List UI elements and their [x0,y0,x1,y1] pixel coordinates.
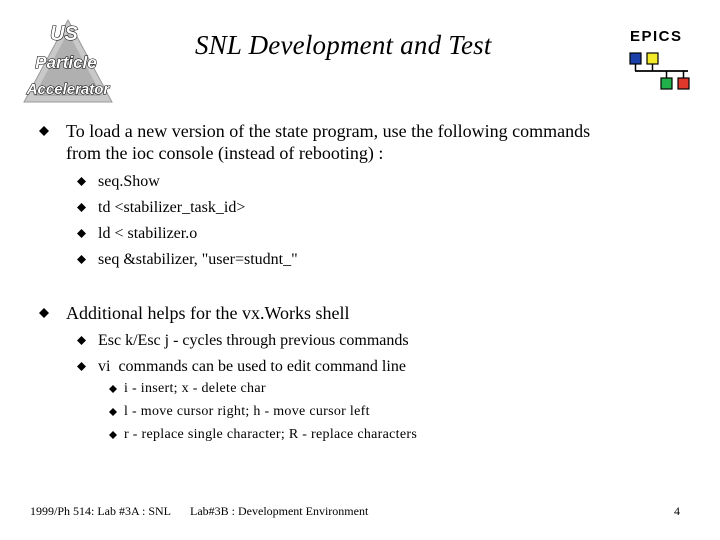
footer-lab-title: Lab#3B : Development Environment [190,504,369,518]
vi-insert-delete: i - insert; x - delete char [124,381,266,396]
command-td-task: td <stabilizer_task_id> [98,199,246,216]
logo-text-particle: Particle [35,53,97,72]
slide-title: SNL Development and Test [195,30,492,60]
diamond-bullet-icon [39,308,49,318]
bullet-1-line-2: from the ioc console (instead of rebooting) : [66,143,384,163]
bullet-2-text: Additional helps for the vx.Works shell [66,303,350,323]
command-seq-stabilizer: seq &stabilizer, "user=studnt_" [98,251,298,268]
help-vi-commands: vi commands can be used to edit command line [98,358,406,375]
epics-logo-text: EPICS [630,28,683,45]
logo-text-us: US [50,23,78,45]
diamond-bullet-icon [77,362,86,371]
logo-text-accelerator: Accelerator [26,81,110,98]
diamond-bullet-icon [39,126,49,136]
diamond-bullet-icon [77,177,86,186]
diamond-bullet-icon [77,203,86,212]
diamond-bullet-icon [109,431,117,439]
diamond-bullet-icon [109,385,117,393]
command-seq-show: seq.Show [98,173,160,190]
footer-course: 1999/Ph 514: Lab #3A : SNL [30,504,172,518]
command-ld-stabilizer: ld < stabilizer.o [98,225,198,242]
diamond-bullet-icon [77,255,86,264]
help-esc-cycle: Esc k/Esc j - cycles through previous commands [98,332,409,349]
epics-network-icon [626,50,694,92]
diamond-bullet-icon [77,336,86,345]
diamond-bullet-icon [109,408,117,416]
vi-replace: r - replace single character; R - replace characters [124,427,418,442]
bullet-1-line-1: To load a new version of the state program, use the following commands [66,121,591,141]
vi-move-cursor: l - move cursor right; h - move cursor left [124,404,370,419]
us-particle-accelerator-logo [22,18,114,104]
diamond-bullet-icon [77,229,86,238]
page-number: 4 [674,504,680,518]
bullet-1-text [66,120,706,164]
